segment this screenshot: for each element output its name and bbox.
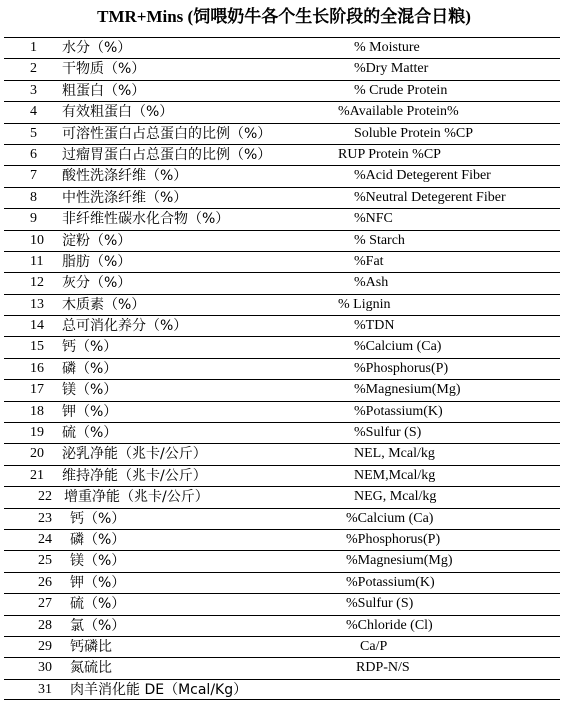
row-number: 23: [38, 510, 52, 526]
chinese-label: 灰分（%）: [62, 275, 132, 292]
chinese-label: 硫（%）: [62, 425, 118, 442]
english-label: % Lignin: [338, 296, 391, 312]
nutrient-table: [4, 37, 560, 700]
english-label: %Ash: [354, 275, 389, 291]
english-label: %TDN: [354, 318, 395, 334]
english-label: RDP-N/S: [356, 660, 410, 676]
english-label: %Magnesium(Mg): [346, 553, 453, 569]
chinese-label: 镁（%）: [70, 553, 126, 570]
chinese-label: 可溶性蛋白占总蛋白的比例（%）: [62, 125, 272, 142]
chinese-label: 肉羊消化能 DE（Mcal/Kg）: [70, 681, 248, 698]
english-label: % Crude Protein: [354, 82, 448, 98]
chinese-label: 钙磷比: [70, 638, 112, 655]
row-number: 13: [30, 296, 44, 312]
row-number: 21: [30, 467, 44, 483]
chinese-label: 木质素（%）: [62, 296, 146, 313]
table-row: [4, 80, 560, 101]
row-number: 30: [38, 660, 52, 676]
english-label: %Potassium(K): [346, 574, 435, 590]
chinese-label: 钙（%）: [70, 510, 126, 527]
chinese-label: 过瘤胃蛋白占总蛋白的比例（%）: [62, 146, 272, 163]
row-number: 29: [38, 638, 52, 654]
row-number: 25: [38, 553, 52, 569]
english-label: %Magnesium(Mg): [354, 382, 461, 398]
english-label: %Phosphorus(P): [346, 531, 441, 547]
english-label: %Available Protein%: [338, 104, 459, 120]
table-row: [4, 529, 560, 550]
table-row: [4, 123, 560, 144]
row-number: 1: [30, 40, 37, 55]
chinese-label: 非纤维性碳水化合物（%）: [62, 211, 230, 228]
table-row: [4, 593, 560, 614]
chinese-label: 钾（%）: [62, 403, 118, 420]
row-number: 10: [30, 232, 44, 248]
table-row: [4, 230, 560, 251]
english-label: %Phosphorus(P): [354, 360, 449, 376]
table-row: [4, 336, 560, 357]
row-number: 28: [38, 617, 52, 633]
table-row: [4, 379, 560, 400]
row-number: 2: [30, 61, 37, 77]
english-label: %Dry Matter: [354, 61, 429, 77]
chinese-label: 总可消化养分（%）: [62, 318, 188, 335]
chinese-label: 硫（%）: [70, 596, 126, 613]
english-label: %Fat: [354, 253, 384, 269]
english-label: %Acid Detegerent Fiber: [354, 168, 491, 184]
chinese-label: 增重净能（兆卡/公斤）: [64, 489, 209, 506]
table-row: [4, 465, 560, 486]
english-label: % Starch: [354, 232, 405, 248]
chinese-label: 有效粗蛋白（%）: [62, 104, 174, 121]
row-number: 24: [38, 531, 52, 547]
row-number: 6: [30, 146, 37, 162]
row-number: 19: [30, 425, 44, 441]
english-label: NEL, Mcal/kg: [354, 446, 435, 462]
chinese-label: 镁（%）: [62, 382, 118, 399]
row-number: 3: [30, 82, 37, 98]
chinese-label: 酸性洗涤纤维（%）: [62, 168, 188, 185]
row-number: 4: [30, 104, 37, 120]
chinese-label: 氮硫比: [70, 660, 112, 677]
table-row: [4, 358, 560, 379]
page-title: TMR+Mins (饲喂奶牛各个生长阶段的全混合日粮): [97, 7, 471, 26]
table-row: [4, 315, 560, 336]
row-number: 7: [30, 168, 37, 184]
table-row: [4, 251, 560, 272]
table-row: [4, 486, 560, 507]
row-number: 27: [38, 596, 52, 612]
row-number: 26: [38, 574, 52, 590]
row-number: 9: [30, 211, 37, 227]
english-label: Soluble Protein %CP: [354, 125, 474, 141]
chinese-label: 氯（%）: [70, 617, 126, 634]
table-row: [4, 165, 560, 186]
row-number: 20: [30, 446, 44, 462]
table-row: [4, 572, 560, 593]
chinese-label: 维持净能（兆卡/公斤）: [62, 467, 207, 484]
table-row: [4, 208, 560, 229]
row-number: 17: [30, 382, 44, 398]
chinese-label: 中性洗涤纤维（%）: [62, 189, 188, 206]
table-row: [4, 144, 560, 165]
table-row: [4, 272, 560, 293]
table-row: [4, 401, 560, 422]
table-row: [4, 37, 560, 58]
table-row: [4, 443, 560, 464]
chinese-label: 磷（%）: [62, 360, 118, 377]
chinese-label: 粗蛋白（%）: [62, 82, 146, 99]
row-number: 11: [30, 253, 44, 269]
english-label: %Chloride (Cl): [346, 617, 433, 633]
row-number: 22: [38, 489, 52, 505]
english-label: %Potassium(K): [354, 403, 443, 419]
chinese-label: 干物质（%）: [62, 61, 146, 78]
chinese-label: 泌乳净能（兆卡/公斤）: [62, 446, 207, 463]
english-label: %Calcium (Ca): [346, 510, 434, 526]
english-label: %Calcium (Ca): [354, 339, 442, 355]
chinese-label: 磷（%）: [70, 531, 126, 548]
table-row: [4, 657, 560, 678]
row-number: 31: [38, 681, 52, 697]
table-row: [4, 636, 560, 657]
row-number: 16: [30, 360, 44, 376]
table-row: [4, 101, 560, 122]
english-label: %Neutral Detegerent Fiber: [354, 189, 506, 205]
english-label: %Sulfur (S): [346, 596, 414, 612]
row-number: 8: [30, 189, 37, 205]
table-row: [4, 679, 560, 700]
english-label: %NFC: [354, 211, 393, 227]
table-row: [4, 615, 560, 636]
english-label: NEG, Mcal/kg: [354, 489, 437, 505]
row-number: 15: [30, 339, 44, 355]
table-row: [4, 187, 560, 208]
table-row: [4, 58, 560, 79]
table-row: [4, 422, 560, 443]
chinese-label: 钾（%）: [70, 574, 126, 591]
chinese-label: 钙（%）: [62, 339, 118, 356]
row-number: 5: [30, 125, 37, 141]
chinese-label: 水分（%）: [62, 40, 132, 56]
row-number: 14: [30, 318, 44, 334]
chinese-label: 淀粉（%）: [62, 232, 132, 249]
chinese-label: 脂肪（%）: [62, 253, 132, 270]
english-label: Ca/P: [360, 638, 388, 654]
english-label: % Moisture: [354, 40, 420, 55]
english-label: RUP Protein %CP: [338, 146, 441, 162]
table-row: [4, 508, 560, 529]
row-number: 18: [30, 403, 44, 419]
table-row: [4, 550, 560, 571]
table-row: [4, 294, 560, 315]
english-label: %Sulfur (S): [354, 425, 422, 441]
english-label: NEM,Mcal/kg: [354, 467, 436, 483]
row-number: 12: [30, 275, 44, 291]
